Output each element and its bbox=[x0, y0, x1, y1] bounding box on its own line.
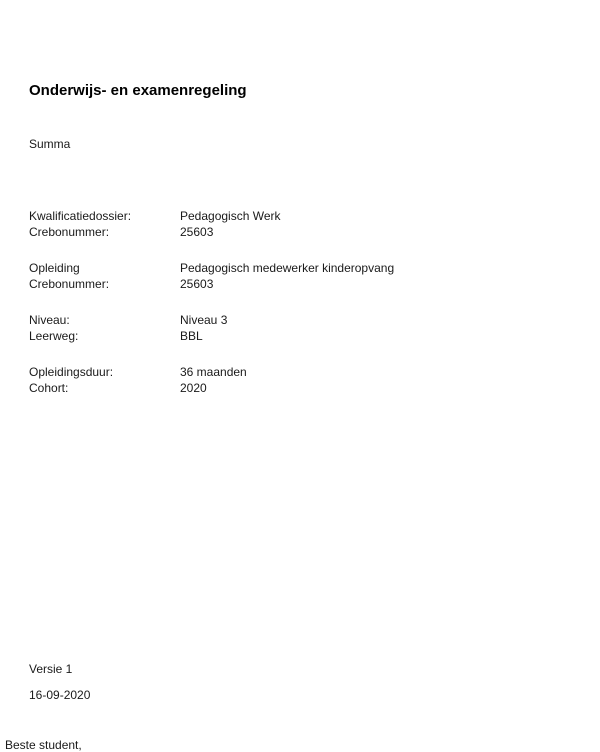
info-label: Niveau: bbox=[29, 313, 70, 327]
info-value: 36 maanden bbox=[180, 365, 247, 379]
info-row bbox=[29, 277, 549, 293]
info-row bbox=[29, 329, 549, 345]
info-label: Opleidingsduur: bbox=[29, 365, 114, 379]
info-value: 2020 bbox=[180, 380, 207, 395]
info-value: Niveau 3 bbox=[180, 313, 228, 327]
info-row bbox=[29, 261, 549, 277]
info-label: Leerweg: bbox=[29, 328, 79, 343]
info-group-kwalificatie bbox=[29, 209, 549, 240]
info-label: Opleiding bbox=[29, 261, 80, 275]
info-value: Pedagogisch medewerker kinderopvang bbox=[180, 261, 395, 275]
info-group-niveau bbox=[29, 313, 549, 344]
info-row bbox=[29, 225, 549, 241]
info-value: 25603 bbox=[180, 224, 214, 239]
info-label: Crebonummer: bbox=[29, 276, 110, 291]
document-date: 16-09-2020 bbox=[29, 688, 91, 702]
info-row bbox=[29, 209, 549, 225]
institution-name: Summa bbox=[29, 137, 71, 151]
info-group-opleiding bbox=[29, 261, 549, 292]
info-value: 25603 bbox=[180, 276, 214, 291]
document-title: Onderwijs- en examenregeling bbox=[29, 82, 247, 99]
info-label: Crebonummer: bbox=[29, 224, 110, 239]
info-row bbox=[29, 381, 549, 397]
info-row bbox=[29, 365, 549, 381]
info-label: Cohort: bbox=[29, 380, 69, 395]
info-row bbox=[29, 313, 549, 329]
info-value: BBL bbox=[180, 328, 203, 343]
version-label: Versie 1 bbox=[29, 662, 73, 676]
salutation-text: Beste student, bbox=[5, 738, 82, 752]
info-value: Pedagogisch Werk bbox=[180, 209, 281, 223]
info-group-duur bbox=[29, 365, 549, 396]
info-label: Kwalificatiedossier: bbox=[29, 209, 132, 223]
